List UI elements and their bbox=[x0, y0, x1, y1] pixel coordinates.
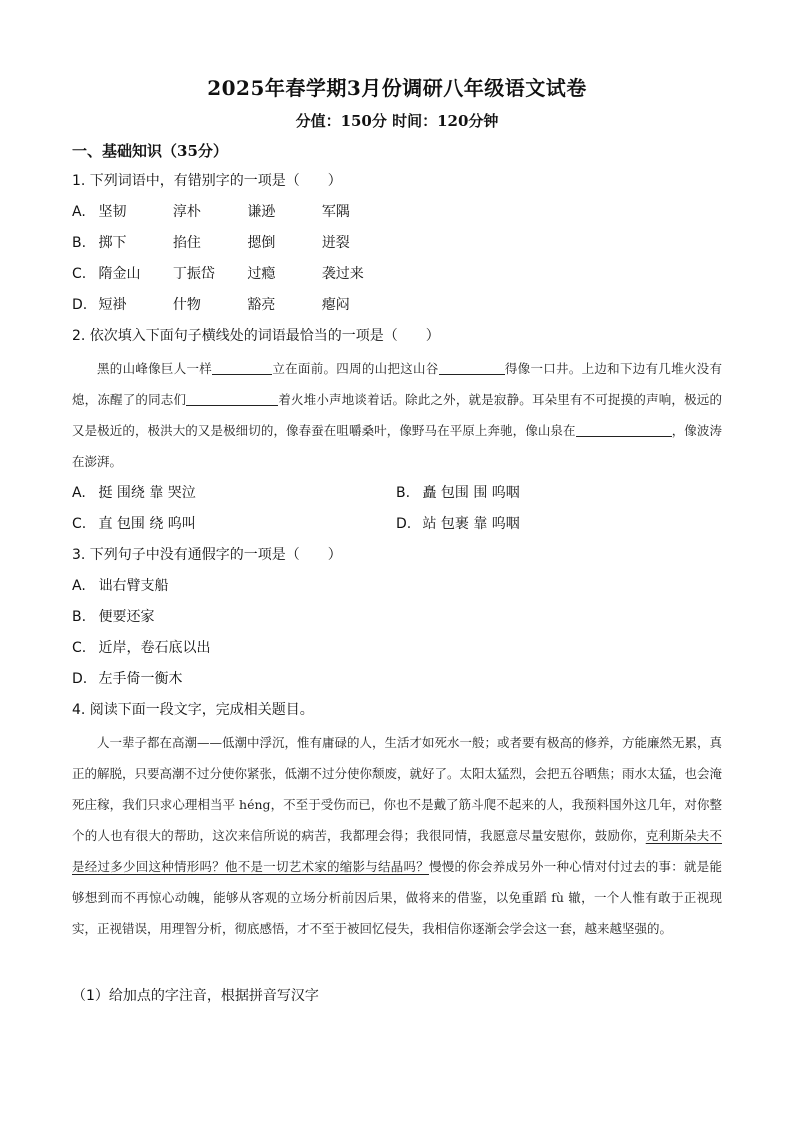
option-label: A. bbox=[72, 485, 86, 501]
option-text: 站 包裹 靠 呜咽 bbox=[422, 516, 520, 532]
passage-text: 黑的山峰像巨人一样 bbox=[97, 361, 213, 376]
option-word: 豁亮 bbox=[247, 297, 276, 313]
option-word: 掐住 bbox=[172, 235, 201, 251]
question-1-stem: 1. 下列词语中，有错别字的一项是（ ） bbox=[72, 173, 342, 189]
option-word: 摁倒 bbox=[247, 235, 276, 251]
section-heading: 一、基础知识（35分） bbox=[72, 142, 228, 160]
passage-text: 人一辈子都在高潮——低潮中浮沉，惟有庸碌的人，生活才如死水一般；或者要有极高的修养，方能廉然无累，真正的解脱，只要高潮不过分使你紧张，低潮不过分使你颓废，就好了。太阳太猛烈，会把五谷晒焦；雨水太猛，也会淹死庄稼，我们只求心理相当平 héng，不至于受伤而已，你也不是戴了筋斗爬不起来的人，我预料国外这几年，对你整个的人也有很大的帮助，这次来信所说的病苦，我都理会得；我很同情，我愿意尽量安慰你，鼓励你， bbox=[72, 735, 723, 843]
passage-text: ，像波涛在澎湃。 bbox=[72, 423, 722, 469]
option-word: 袭过来 bbox=[321, 266, 364, 282]
option-label: D. bbox=[72, 297, 88, 313]
option-word: 隋金山 bbox=[98, 266, 141, 282]
q1-option-b bbox=[72, 233, 392, 253]
q2-passage bbox=[72, 353, 722, 477]
passage-text: 慢慢的你会养成另外一种心情对付过去的事：就是能够想到而不再惊心动魄，能够从客观的立场分析前因后果，做将来的借鉴，以免重蹈 fù 辙，一个人惟有敢于正视现实，正视错误，用理智分析，彻底感悟，才不至于被回忆侵失，我相信你逐渐会学会这一套，越来越坚强的。 bbox=[72, 859, 722, 936]
option-word: 什物 bbox=[172, 297, 201, 313]
option-word: 瘪闷 bbox=[321, 297, 350, 313]
option-label: B. bbox=[72, 609, 87, 625]
option-word: 短褂 bbox=[98, 297, 127, 313]
question-3-stem: 3. 下列句子中没有通假字的一项是（ ） bbox=[72, 547, 342, 563]
underlined-sentence: 克利斯朵夫不是经过多少回这种情形吗？他不是一切艺术家的缩影与结晶吗？ bbox=[72, 828, 722, 874]
option-label: C. bbox=[72, 640, 87, 656]
option-word: 军隅 bbox=[321, 204, 350, 220]
q2-option-b bbox=[396, 483, 520, 503]
option-label: D. bbox=[72, 671, 88, 687]
fill-blank bbox=[186, 391, 278, 406]
option-label: C. bbox=[72, 516, 87, 532]
option-text: 挺 围绕 靠 哭泣 bbox=[98, 485, 196, 501]
q1-option-c bbox=[72, 264, 392, 284]
option-text: 诎右臂支船 bbox=[98, 578, 169, 594]
fill-blank bbox=[212, 360, 272, 375]
option-text: 直 包围 绕 呜叫 bbox=[98, 516, 196, 532]
fill-blank bbox=[439, 360, 505, 375]
passage-text: 着火堆小声地谈着话。除此之外，就是寂静。耳朵里有不可捉摸的声响，极远的又是极近的，极洪大的又是极细切的，像春蚕在咀嚼桑叶，像野马在平原上奔驰，像山泉在 bbox=[72, 392, 722, 438]
q2-option-d bbox=[396, 514, 520, 534]
q4-sub-question-1: （1）给加点的字注音，根据拼音写汉字 bbox=[72, 988, 319, 1004]
passage-text: 得像一口井。上边和下边有几堆火没有熄，冻醒了的同志们 bbox=[72, 361, 722, 407]
page-title: 2025年春学期3月份调研八年级语文试卷 bbox=[207, 76, 587, 100]
option-word: 谦逊 bbox=[247, 204, 276, 220]
option-word: 丁振岱 bbox=[172, 266, 215, 282]
q2-option-c bbox=[72, 514, 196, 534]
option-word: 淳朴 bbox=[172, 204, 201, 220]
option-text: 近岸，卷石底以出 bbox=[98, 640, 211, 656]
option-word: 掷下 bbox=[98, 235, 127, 251]
passage-text: 立在面前。四周的山把这山谷 bbox=[272, 361, 439, 376]
question-2-stem: 2. 依次填入下面句子横线处的词语最恰当的一项是（ ） bbox=[72, 328, 440, 344]
exam-subtitle: 分值：150分 时间：120分钟 bbox=[295, 112, 499, 130]
option-label: B. bbox=[396, 485, 411, 501]
option-text: 左手倚一衡木 bbox=[98, 671, 183, 687]
option-text: 矗 包围 围 呜咽 bbox=[422, 485, 520, 501]
q3-option-b bbox=[72, 607, 154, 627]
q3-option-d bbox=[72, 669, 182, 689]
q4-passage bbox=[72, 727, 722, 975]
fill-blank bbox=[576, 422, 672, 437]
option-label: C. bbox=[72, 266, 87, 282]
option-word: 坚韧 bbox=[98, 204, 127, 220]
option-label: B. bbox=[72, 235, 87, 251]
option-text: 便要还家 bbox=[98, 609, 155, 625]
question-4-stem: 4. 阅读下面一段文字，完成相关题目。 bbox=[72, 702, 314, 718]
option-word: 迸裂 bbox=[321, 235, 350, 251]
q1-option-a bbox=[72, 202, 392, 222]
q3-option-a bbox=[72, 576, 168, 596]
option-label: A. bbox=[72, 578, 86, 594]
option-label: A. bbox=[72, 204, 86, 220]
q2-option-a bbox=[72, 483, 196, 503]
q1-option-d bbox=[72, 295, 392, 315]
option-word: 过瘾 bbox=[247, 266, 276, 282]
q3-option-c bbox=[72, 638, 210, 658]
option-label: D. bbox=[396, 516, 412, 532]
